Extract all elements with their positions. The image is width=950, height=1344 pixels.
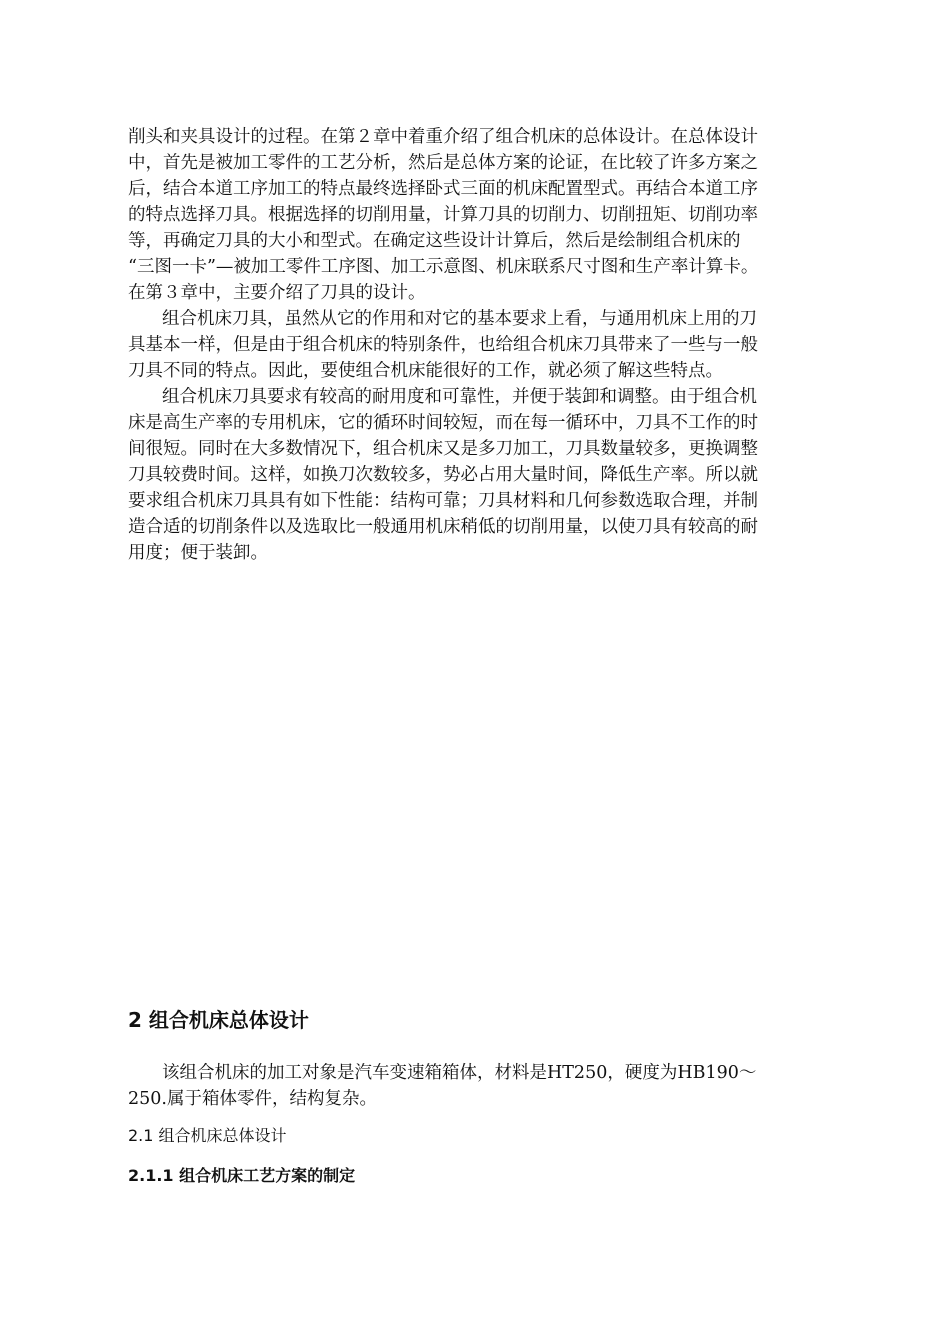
chapter-heading: 2 组合机床总体设计 — [128, 1008, 309, 1032]
paragraph-line: 具基本一样，但是由于组合机床的特别条件，也给组合机床刀具带来了一些与一般 — [128, 335, 758, 355]
paragraph-line: 在第３章中，主要介绍了刀具的设计。 — [128, 283, 426, 303]
paragraph-line: 要求组合机床刀具具有如下性能：结构可靠；刀具材料和几何参数选取合理，并制 — [128, 491, 758, 511]
paragraph-line: 后，结合本道工序加工的特点最终选择卧式三面的机床配置型式。再结合本道工序 — [128, 179, 758, 199]
paragraph-line: 床是高生产率的专用机床，它的循环时间较短，而在每一循环中，刀具不工作的时 — [128, 413, 758, 433]
subsection-heading: 2.1.1 组合机床工艺方案的制定 — [128, 1166, 356, 1185]
paragraph-line: “三图一卡”—被加工零件工序图、加工示意图、机床联系尺寸图和生产率计算卡。 — [128, 257, 759, 277]
paragraph-line: 削头和夹具设计的过程。在第２章中着重介绍了组合机床的总体设计。在总体设计 — [128, 127, 758, 147]
paragraph-line: 组合机床刀具要求有较高的耐用度和可靠性，并便于装卸和调整。由于组合机 — [162, 387, 757, 407]
paragraph-line: 该组合机床的加工对象是汽车变速箱箱体，材料是HT250，硬度为HB190～ — [162, 1063, 757, 1083]
paragraph-line: 中，首先是被加工零件的工艺分析，然后是总体方案的论证，在比较了许多方案之 — [128, 153, 758, 173]
paragraph-line: 等，再确定刀具的大小和型式。在确定这些设计计算后，然后是绘制组合机床的 — [128, 231, 741, 251]
section-heading: 2.1 组合机床总体设计 — [128, 1126, 287, 1145]
paragraph-line: 间很短。同时在大多数情况下，组合机床又是多刀加工，刀具数量较多，更换调整 — [128, 439, 758, 459]
paragraph-line: 的特点选择刀具。根据选择的切削用量，计算刀具的切削力、切削扭矩、切削功率 — [128, 205, 758, 225]
paragraph-line: 用度；便于装卸。 — [128, 543, 268, 563]
paragraph-line: 刀具较费时间。这样，如换刀次数较多，势必占用大量时间，降低生产率。所以就 — [128, 465, 758, 485]
paragraph-line: 刀具不同的特点。因此，要使组合机床能很好的工作，就必须了解这些特点。 — [128, 361, 723, 381]
paragraph-line: 造合适的切削条件以及选取比一般通用机床稍低的切削用量，以使刀具有较高的耐 — [128, 517, 758, 537]
paragraph-line: 组合机床刀具，虽然从它的作用和对它的基本要求上看，与通用机床上用的刀 — [162, 309, 757, 329]
paragraph-line: 250.属于箱体零件，结构复杂。 — [128, 1089, 377, 1109]
